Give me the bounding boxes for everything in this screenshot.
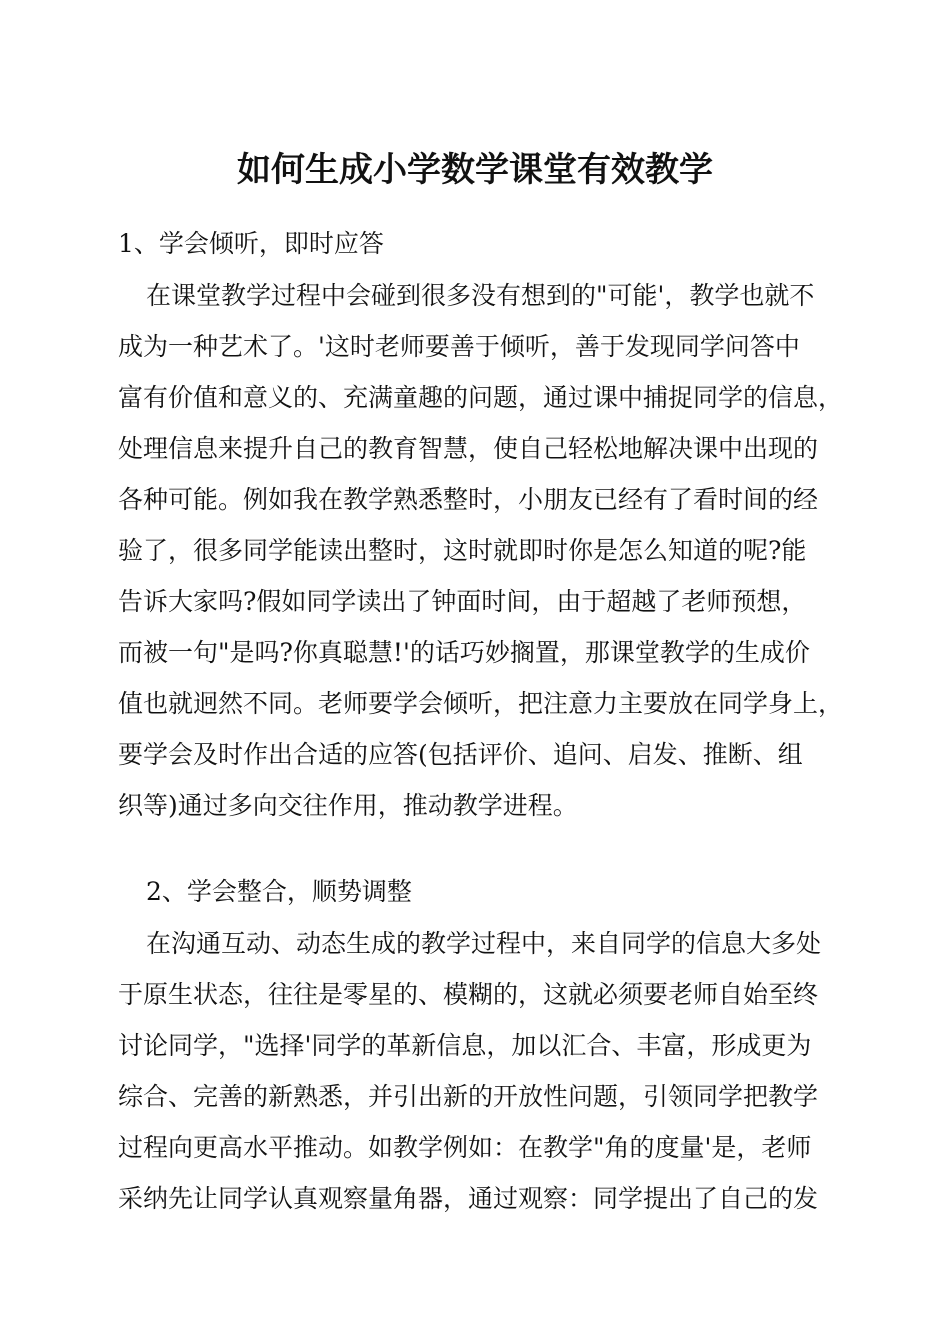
- section-2-heading: 2、学会整合，顺势调整: [146, 877, 412, 906]
- paragraph-line: 告诉大家吗?假如同学读出了钟面时间，由于超越了老师预想，: [118, 587, 807, 616]
- paragraph-line: 在沟通互动、动态生成的教学过程中，来自同学的信息大多处: [146, 929, 822, 958]
- paragraph-line: 成为一种艺术了。'这时老师要善于倾听，善于发现同学问答中: [118, 332, 800, 361]
- paragraph-line: 在课堂教学过程中会碰到很多没有想到的"可能'，教学也就不: [146, 281, 815, 310]
- paragraph-line: 值也就迥然不同。老师要学会倾听，把注意力主要放在同学身上，: [118, 689, 844, 718]
- paragraph-line: 要学会及时作出合适的应答(包括评价、追问、启发、推断、组: [118, 740, 803, 769]
- paragraph-line: 讨论同学，"选择'同学的革新信息，加以汇合、丰富，形成更为: [118, 1031, 812, 1060]
- paragraph-line: 验了，很多同学能读出整时，这时就即时你是怎么知道的呢?能: [118, 536, 807, 565]
- paragraph-line: 富有价值和意义的、充满童趣的问题，通过课中捕捉同学的信息，: [118, 383, 844, 412]
- document-title: 如何生成小学数学课堂有效教学: [237, 150, 713, 190]
- paragraph-line: 处理信息来提升自己的教育智慧，使自己轻松地解决课中出现的: [118, 434, 819, 463]
- paragraph-line: 过程向更高水平推动。如教学例如：在教学"角的度量'是，老师: [118, 1133, 812, 1162]
- paragraph-line: 采纳先让同学认真观察量角器，通过观察：同学提出了自己的发: [118, 1184, 819, 1213]
- paragraph-line: 各种可能。例如我在教学熟悉整时，小朋友已经有了看时间的经: [118, 485, 819, 514]
- paragraph-line: 综合、完善的新熟悉，并引出新的开放性问题，引领同学把教学: [118, 1082, 819, 1111]
- paragraph-line: 而被一句"是吗?你真聪慧!'的话巧妙搁置，那课堂教学的生成价: [118, 638, 810, 667]
- paragraph-line: 织等)通过多向交往作用，推动教学进程。: [118, 791, 578, 820]
- section-1-heading: 1、学会倾听，即时应答: [118, 229, 384, 258]
- paragraph-line: 于原生状态，往往是零星的、模糊的，这就必须要老师自始至终: [118, 980, 819, 1009]
